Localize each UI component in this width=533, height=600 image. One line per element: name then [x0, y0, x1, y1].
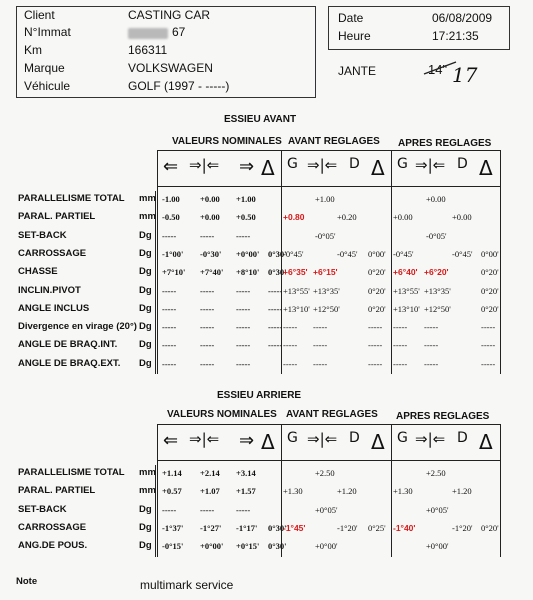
- rear-after-left-icon: G: [397, 430, 408, 446]
- front-cell-av4: 0°20': [368, 267, 386, 278]
- front-cell-av4: -----: [368, 340, 383, 351]
- client-label: Client: [24, 8, 55, 22]
- heure-value: 17:21:35: [432, 29, 479, 43]
- rear-arrow-left-icon: ⇐: [163, 430, 179, 451]
- front-cell-n2: +0.00: [200, 194, 220, 204]
- rear-cell-n1: +0.57: [162, 486, 182, 497]
- front-row-label: Divergence en virage (20°): [18, 321, 137, 333]
- front-cell-n3: -----: [236, 340, 251, 351]
- front-cell-ap1: -----: [393, 340, 408, 351]
- front-col-divider-0: [157, 150, 158, 374]
- rear-after-delta-icon: Δ: [479, 430, 493, 454]
- rear-cell-n3: -1°17': [236, 522, 258, 533]
- rear-unit-divider: [155, 465, 156, 557]
- rear-cell-n2: +0°00': [200, 541, 224, 552]
- front-cell-n2: -----: [200, 285, 215, 296]
- front-cell-ap2: +6°20': [424, 267, 449, 278]
- front-icon-top-border: [157, 150, 500, 151]
- rear-cell-av2: +2.50: [315, 468, 335, 478]
- front-row-unit: Dg: [139, 357, 152, 369]
- front-before-converge-icon: ⇒|⇐: [307, 156, 338, 174]
- front-row-unit: Dg: [139, 339, 152, 351]
- front-cell-n1: +7°10': [162, 267, 186, 278]
- rear-icon-bottom-border: [157, 460, 500, 461]
- rear-before-delta-icon: Δ: [371, 430, 385, 454]
- front-cell-av2: -----: [313, 322, 328, 333]
- rear-cell-av4: 0°25': [368, 522, 386, 533]
- front-cell-ap4: 0°20': [481, 303, 499, 314]
- front-cell-av2: -----: [313, 358, 328, 369]
- front-cell-av1: +13°10': [283, 303, 310, 314]
- rear-col-divider-3: [500, 424, 501, 557]
- front-after-delta-icon: Δ: [479, 156, 493, 180]
- rear-cell-n1: -1°37': [162, 522, 184, 533]
- rear-before-right-icon: D: [349, 430, 360, 446]
- front-cell-ap1: +13°10': [393, 303, 420, 314]
- front-cell-av4: 0°00': [368, 248, 386, 259]
- rear-axle-title: ESSIEU ARRIERE: [217, 390, 302, 401]
- front-row-unit: Dg: [139, 284, 152, 296]
- front-cell-n3: +8°10': [236, 267, 260, 278]
- rear-row-unit: Dg: [139, 521, 152, 533]
- rear-col-avant: AVANT REGLAGES: [286, 409, 378, 420]
- front-cell-n1: -1.00: [162, 194, 180, 204]
- heure-label: Heure: [338, 29, 371, 43]
- rear-cell-n1: +1.14: [162, 468, 182, 478]
- front-col-divider-3: [500, 150, 501, 374]
- rear-cell-ap1: +1.30: [393, 486, 413, 497]
- front-row-unit: Dg: [139, 321, 152, 333]
- rear-cell-n3: +3.14: [236, 468, 256, 478]
- rear-cell-ap3: +1.20: [452, 486, 472, 497]
- front-cell-av1: -----: [283, 358, 298, 369]
- rear-arrows-converge-icon: ⇒|⇐: [189, 430, 220, 448]
- front-row-label: CARROSSAGE: [18, 247, 87, 259]
- front-cell-ap1: -----: [393, 322, 408, 333]
- km-value: 166311: [128, 43, 168, 57]
- front-cell-n4: 0°30': [268, 248, 287, 259]
- front-row-label: PARALLELISME TOTAL: [18, 193, 125, 204]
- rear-cell-n2: +2.14: [200, 468, 220, 478]
- front-row-label: PARAL. PARTIEL: [18, 211, 96, 223]
- rear-cell-ap2: +0°05': [426, 504, 449, 515]
- front-cell-ap1: +13°55': [393, 285, 420, 296]
- front-cell-n4: -----: [268, 285, 283, 296]
- front-cell-av2: -0°05': [315, 230, 336, 241]
- front-cell-n3: +0°00': [236, 248, 260, 259]
- front-cell-av2: +13°35': [313, 285, 340, 296]
- front-cell-ap3: -0°45': [452, 248, 473, 259]
- front-after-right-icon: D: [457, 156, 468, 172]
- front-cell-n2: +0.00: [200, 212, 220, 223]
- rear-cell-av2: +0°05': [315, 504, 338, 515]
- rear-cell-av1: -1°45': [283, 522, 306, 533]
- front-cell-n2: -----: [200, 340, 215, 351]
- front-cell-n1: -----: [162, 303, 177, 314]
- rear-cell-n3: +0°15': [236, 541, 260, 552]
- front-cell-n1: -0.50: [162, 212, 180, 223]
- front-cell-ap2: -----: [424, 358, 439, 369]
- front-col-avant: AVANT REGLAGES: [288, 136, 380, 147]
- front-cell-ap4: -----: [481, 322, 496, 333]
- rear-cell-n4: 0°30': [268, 522, 287, 533]
- front-cell-n1: -----: [162, 340, 177, 351]
- rear-after-converge-icon: ⇒|⇐: [415, 430, 446, 448]
- rear-cell-ap2: +0°00': [426, 541, 449, 552]
- rear-cell-ap2: +2.50: [426, 468, 446, 478]
- front-cell-av3: +0.20: [337, 212, 357, 223]
- front-cell-n1: -----: [162, 358, 177, 369]
- rear-cell-ap3: -1°20': [452, 522, 473, 533]
- front-cell-n3: -----: [236, 358, 251, 369]
- front-cell-n2: -0°30': [200, 248, 222, 259]
- front-row-label: CHASSE: [18, 266, 58, 278]
- front-cell-ap1: -0°45': [393, 248, 414, 259]
- vehicule-label: Véhicule: [24, 79, 71, 93]
- front-row-label: ANGLE DE BRAQ.INT.: [18, 339, 118, 351]
- rear-cell-n1: -0°15': [162, 541, 184, 552]
- front-cell-n3: -----: [236, 230, 251, 241]
- immat-value: 67: [172, 25, 186, 39]
- immat-label: N°Immat: [24, 25, 71, 39]
- front-row-unit: Dg: [139, 266, 152, 278]
- front-cell-av2: +6°15': [313, 267, 338, 278]
- front-cell-ap2: -----: [424, 322, 439, 333]
- front-cell-ap1: +0.00: [393, 212, 413, 223]
- rear-before-left-icon: G: [287, 430, 298, 446]
- front-cell-n1: -----: [162, 285, 177, 296]
- front-cell-av1: -----: [283, 340, 298, 351]
- front-cell-av1: +0.80: [283, 212, 305, 223]
- front-row-unit: mm: [139, 211, 156, 223]
- front-cell-n1: -1°00': [162, 248, 184, 259]
- rear-cell-av3: +1.20: [337, 486, 357, 497]
- front-row-unit: mm: [139, 193, 156, 204]
- front-cell-ap4: -----: [481, 358, 496, 369]
- front-cell-ap4: 0°20': [481, 267, 499, 278]
- front-before-left-icon: G: [287, 156, 298, 172]
- front-arrow-left-icon: ⇐: [163, 156, 179, 177]
- front-cell-n2: -----: [200, 322, 215, 333]
- front-cell-n4: 0°30': [268, 267, 287, 278]
- front-row-unit: Dg: [139, 302, 152, 314]
- front-cell-n3: +0.50: [236, 212, 256, 223]
- rear-cell-n3: +1.57: [236, 486, 256, 497]
- front-row-label: ANGLE INCLUS: [18, 302, 90, 314]
- rear-cell-av1: +1.30: [283, 486, 303, 497]
- front-cell-av1: +13°55': [283, 285, 310, 296]
- front-axle-title: ESSIEU AVANT: [224, 114, 297, 125]
- rear-delta-icon: Δ: [261, 430, 275, 454]
- front-delta-icon: Δ: [261, 156, 275, 180]
- front-cell-n4: -----: [268, 303, 283, 314]
- rear-cell-ap1: -1°40': [393, 522, 416, 533]
- front-icon-bottom-border: [157, 186, 500, 187]
- date-label: Date: [338, 11, 364, 25]
- front-cell-n3: -----: [236, 285, 251, 296]
- rear-col-nominal: VALEURS NOMINALES: [167, 409, 277, 420]
- front-cell-n2: -----: [200, 230, 215, 241]
- rear-icon-top-border: [157, 424, 500, 425]
- front-cell-n4: -----: [268, 322, 283, 333]
- front-cell-av3: -0°45': [337, 248, 358, 259]
- front-before-delta-icon: Δ: [371, 156, 385, 180]
- front-cell-ap2: +0.00: [426, 194, 446, 204]
- front-cell-n2: +7°40': [200, 267, 224, 278]
- date-value: 06/08/2009: [432, 11, 493, 25]
- front-after-left-icon: G: [397, 156, 408, 172]
- rear-arrow-right-icon: ⇒: [239, 430, 255, 451]
- front-cell-av1: -----: [283, 322, 298, 333]
- front-cell-n3: -----: [236, 322, 251, 333]
- front-cell-av2: -----: [313, 340, 328, 351]
- rear-row-label: CARROSSAGE: [18, 521, 87, 533]
- rear-after-right-icon: D: [457, 430, 468, 446]
- rear-cell-n2: +1.07: [200, 486, 220, 497]
- marque-value: VOLKSWAGEN: [128, 61, 213, 75]
- jante-value: 14": [428, 62, 448, 77]
- front-cell-n3: +1.00: [236, 194, 256, 204]
- rear-before-converge-icon: ⇒|⇐: [307, 430, 338, 448]
- front-row-label: SET-BACK: [18, 229, 67, 241]
- marque-label: Marque: [24, 61, 65, 75]
- rear-row-unit: Dg: [139, 503, 152, 515]
- rear-cell-n1: -----: [162, 504, 177, 515]
- front-cell-n4: -----: [268, 340, 283, 351]
- front-cell-av2: +12°50': [313, 303, 340, 314]
- vehicule-value: GOLF (1997 - -----): [128, 79, 230, 93]
- rear-row-label: SET-BACK: [18, 503, 67, 515]
- rear-cell-av2: +0°00': [315, 541, 338, 552]
- rear-row-unit: mm: [139, 485, 156, 497]
- front-col-apres: APRES REGLAGES: [398, 138, 492, 149]
- jante-handwritten-value: 17: [452, 63, 478, 87]
- front-cell-ap3: +0.00: [452, 212, 472, 223]
- rear-row-unit: Dg: [139, 540, 152, 552]
- front-cell-ap1: -----: [393, 358, 408, 369]
- front-cell-n1: -----: [162, 230, 177, 241]
- front-cell-ap2: -----: [424, 340, 439, 351]
- redacted-plate: [128, 28, 168, 39]
- rear-col-divider-0: [157, 424, 158, 557]
- front-cell-av4: -----: [368, 322, 383, 333]
- front-cell-av1: +6°35': [283, 267, 308, 278]
- front-arrow-right-icon: ⇒: [239, 156, 255, 177]
- front-row-label: ANGLE DE BRAQ.EXT.: [18, 357, 121, 369]
- front-cell-av1: -0°45': [283, 248, 304, 259]
- rear-cell-ap4: 0°20': [481, 522, 499, 533]
- front-col-divider-2: [391, 150, 392, 374]
- front-cell-av4: 0°20': [368, 285, 386, 296]
- front-cell-ap2: -0°05': [426, 230, 447, 241]
- front-cell-av4: -----: [368, 358, 383, 369]
- rear-cell-n4: 0°30': [268, 541, 287, 552]
- client-value: CASTING CAR: [128, 8, 211, 22]
- front-cell-n2: -----: [200, 303, 215, 314]
- front-row-unit: Dg: [139, 247, 152, 259]
- front-row-unit: Dg: [139, 229, 152, 241]
- front-cell-ap4: 0°20': [481, 285, 499, 296]
- front-col-nominal: VALEURS NOMINALES: [172, 136, 282, 147]
- rear-row-unit: mm: [139, 467, 156, 478]
- rear-cell-n3: -----: [236, 504, 251, 515]
- front-cell-av2: +1.00: [315, 194, 335, 204]
- front-cell-n1: -----: [162, 322, 177, 333]
- note-label: Note: [16, 576, 38, 587]
- front-arrows-converge-icon: ⇒|⇐: [189, 156, 220, 174]
- rear-col-divider-2: [391, 424, 392, 557]
- rear-cell-n2: -----: [200, 504, 215, 515]
- front-row-label: INCLIN.PIVOT: [18, 284, 81, 296]
- front-cell-ap4: -----: [481, 340, 496, 351]
- front-cell-ap2: +13°35': [424, 285, 451, 296]
- rear-row-label: ANG.DE POUS.: [18, 540, 88, 552]
- front-after-converge-icon: ⇒|⇐: [415, 156, 446, 174]
- rear-row-label: PARALLELISME TOTAL: [18, 467, 125, 478]
- rear-cell-av3: -1°20': [337, 522, 358, 533]
- jante-label: JANTE: [338, 64, 377, 78]
- front-cell-n3: -----: [236, 303, 251, 314]
- front-cell-ap1: +6°40': [393, 267, 418, 278]
- rear-row-label: PARAL. PARTIEL: [18, 485, 96, 497]
- rear-col-divider-1: [281, 424, 282, 557]
- front-cell-n2: -----: [200, 358, 215, 369]
- front-before-right-icon: D: [349, 156, 360, 172]
- note-value: multimark service: [140, 578, 234, 592]
- front-cell-ap4: 0°00': [481, 248, 499, 259]
- front-cell-ap2: +12°50': [424, 303, 451, 314]
- km-label: Km: [24, 43, 42, 57]
- front-cell-av4: 0°20': [368, 303, 386, 314]
- rear-cell-n2: -1°27': [200, 522, 222, 533]
- rear-col-apres: APRES REGLAGES: [396, 411, 490, 422]
